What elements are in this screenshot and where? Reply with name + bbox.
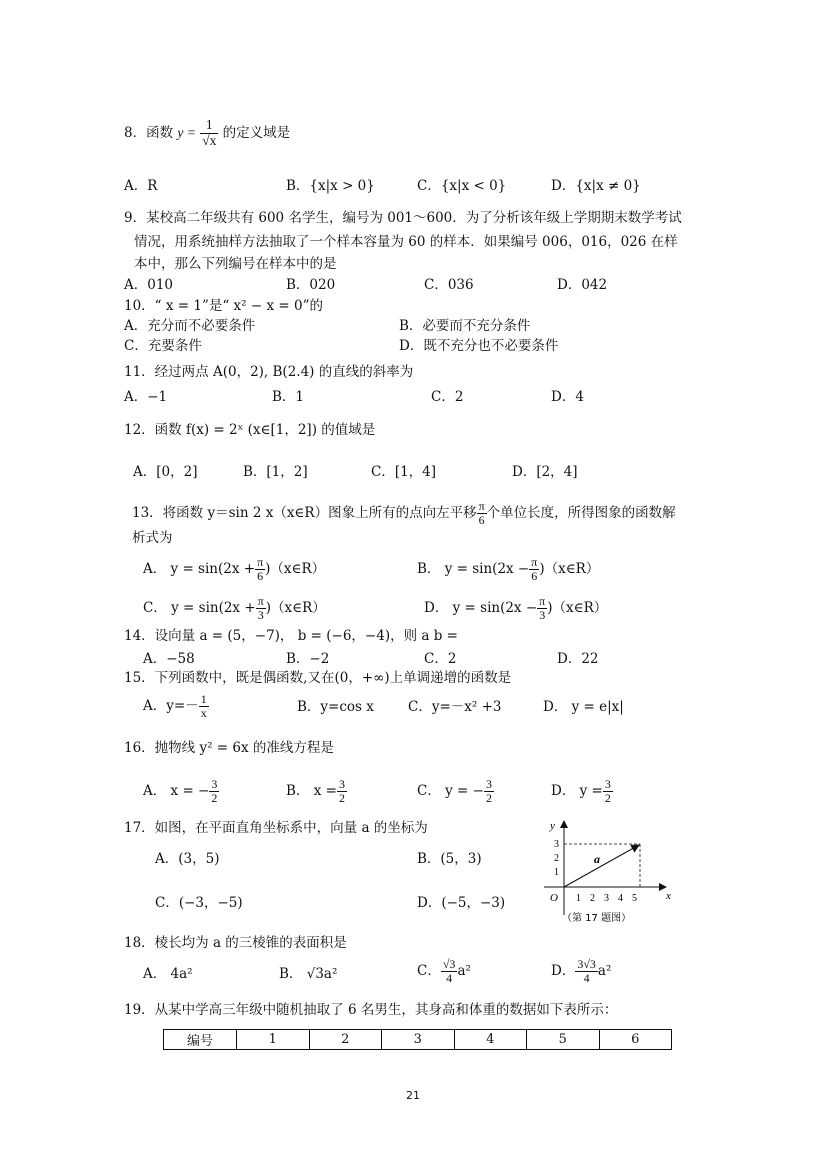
table-row <box>164 1030 672 1050</box>
q9-option-a[interactable]: A．010 <box>124 277 174 293</box>
q13-option-b[interactable]: B． y = sin(2x − $\frac{\pi}{6}$ )（x∈R） <box>417 555 600 584</box>
table-header-cell: 3 <box>382 1030 455 1050</box>
q12-option-d[interactable]: D．[2，4] <box>512 464 578 480</box>
q12-option-b[interactable]: B．[1，2] <box>243 464 308 480</box>
q11-option-a[interactable]: A．−1 <box>124 389 168 405</box>
q9-option-b[interactable]: B．020 <box>286 277 336 293</box>
x-tick: 3 <box>604 893 609 904</box>
x-tick: 2 <box>590 893 595 904</box>
vector-a <box>564 845 639 887</box>
x-tick: 1 <box>576 893 581 904</box>
x-ticks <box>576 893 637 904</box>
q16-option-a[interactable]: A． x = − $\frac{3}{2}$ <box>143 777 218 806</box>
y-tick: 3 <box>554 839 559 850</box>
q9-line-3: 本中，那么下列编号在样本中的是 <box>134 256 337 272</box>
q15-option-a[interactable]: A．y=－ $\frac{1}{x}$ <box>143 692 207 721</box>
q17-option-b[interactable]: B．(5，3) <box>417 851 482 867</box>
q13-option-d[interactable]: D． y = sin(2x − $\frac{\pi}{3}$ )（x∈R） <box>424 594 608 623</box>
q18-option-d[interactable]: D． $\frac{3√3}{4}$ a² <box>551 957 612 986</box>
q12-option-c[interactable]: C．[1，4] <box>371 464 437 480</box>
table-header-cell: 编号 <box>164 1030 237 1050</box>
x-axis-label: x <box>666 890 671 902</box>
q9-line-2: 情况，用系统抽样方法抽取了一个样本容量为 60 的样本．如果编号 006，016，026 在样 <box>134 234 678 250</box>
y-tick: 2 <box>554 853 559 864</box>
q13-stem: 13．将函数 y＝sin 2 x（x∈R）图象上所有的点向左平移 $\frac{\pi}{6}$ 个单位长度，所得图象的函数解 <box>132 499 676 528</box>
q14-stem: 14．设向量 a = (5，−7)， b = (−6，−4)，则 a b = <box>124 628 458 644</box>
q10-stem: 10．“ x = 1”是“ x² − x = 0”的 <box>124 298 323 314</box>
q16-stem: 16．抛物线 y² = 6x 的准线方程是 <box>124 740 334 756</box>
q8-stem: 8．函数 y = $\frac{1}{√x}$ 的定义域是 <box>124 117 291 148</box>
q9-option-d[interactable]: D．042 <box>557 277 608 293</box>
q12-option-a[interactable]: A．[0，2] <box>133 464 198 480</box>
q13-option-c[interactable]: C． y = sin(2x + $\frac{\pi}{3}$ )（x∈R） <box>143 594 326 623</box>
q10-option-b[interactable]: B．必要而不充分条件 <box>399 318 531 334</box>
q10-option-d[interactable]: D．既不充分也不必要条件 <box>399 338 559 354</box>
q11-option-d[interactable]: D．4 <box>551 389 584 405</box>
q14-option-d[interactable]: D．22 <box>557 651 599 667</box>
q11-option-c[interactable]: C．2 <box>431 389 464 405</box>
table-header-cell: 4 <box>454 1030 527 1050</box>
table-header-cell: 6 <box>599 1030 672 1050</box>
q13-stem-line-2: 析式为 <box>132 530 173 546</box>
q8-option-c[interactable]: C．{x|x < 0} <box>417 178 507 194</box>
table-header-cell: 1 <box>237 1030 310 1050</box>
page-number: 21 <box>406 1089 420 1102</box>
y-ticks <box>554 839 559 878</box>
q18-option-a[interactable]: A． 4a² <box>143 966 193 982</box>
q18-option-b[interactable]: B． √3a² <box>279 966 338 982</box>
origin-label: O <box>550 892 558 904</box>
q12-stem: 12．函数 f(x) = 2ˣ (x∈[1，2]) 的值域是 <box>124 422 376 438</box>
q15-option-d[interactable]: D． y = e|x| <box>543 699 624 715</box>
x-tick: 4 <box>618 893 623 904</box>
q14-option-c[interactable]: C．2 <box>424 651 457 667</box>
q19-data-table <box>163 1029 672 1050</box>
q18-option-c[interactable]: C． $\frac{√3}{4}$ a² <box>417 957 471 986</box>
q18-stem: 18．棱长均为 a 的三棱锥的表面积是 <box>124 935 347 951</box>
vector-label: a <box>594 852 600 866</box>
q16-option-c[interactable]: C． y = − $\frac{3}{2}$ <box>417 777 492 806</box>
figure-caption: （第 17 题图） <box>562 913 632 924</box>
q13-option-a[interactable]: A． y = sin(2x + $\frac{\pi}{6}$ )（x∈R） <box>143 555 326 584</box>
q10-option-a[interactable]: A．充分而不必要条件 <box>124 318 256 334</box>
q9-option-c[interactable]: C．036 <box>424 277 474 293</box>
q15-option-b[interactable]: B．y=cos x <box>297 699 374 715</box>
q17-stem: 17．如图，在平面直角坐标系中，向量 a 的坐标为 <box>124 820 428 836</box>
table-header-cell: 2 <box>309 1030 382 1050</box>
q11-option-b[interactable]: B．1 <box>272 389 305 405</box>
y-tick: 1 <box>554 867 559 878</box>
x-tick: 5 <box>632 893 637 904</box>
q16-option-d[interactable]: D． y = $\frac{3}{2}$ <box>551 777 611 806</box>
q17-option-d[interactable]: D．(−5，−3) <box>417 895 506 911</box>
q9-line-1: 9．某校高二年级共有 600 名学生，编号为 001～600．为了分析该年级上学期期末数学考试 <box>124 210 682 226</box>
q19-stem: 19．从某中学高三年级中随机抽取了 6 名男生，其身高和体重的数据如下表所示： <box>124 1002 618 1018</box>
q14-option-b[interactable]: B．−2 <box>286 651 330 667</box>
q8-fraction: $\frac{1}{√x}$ <box>202 117 217 148</box>
y-axis-label: y <box>550 820 555 832</box>
q15-option-c[interactable]: C．y=－x² +3 <box>408 699 502 715</box>
q17-option-c[interactable]: C．(−3，−5) <box>155 895 243 911</box>
q8-option-a[interactable]: A．R <box>124 178 158 194</box>
q10-option-c[interactable]: C．充要条件 <box>124 338 202 354</box>
q17-option-a[interactable]: A．(3，5) <box>155 851 220 867</box>
q8-option-d[interactable]: D．{x|x ≠ 0} <box>551 178 641 194</box>
table-header-cell: 5 <box>527 1030 600 1050</box>
q13-pi-over-6: $\frac{\pi}{6}$ <box>478 499 485 528</box>
q8-option-b[interactable]: B．{x|x > 0} <box>286 178 375 194</box>
q11-stem: 11．经过两点 A(0，2), B(2.4) 的直线的斜率为 <box>124 364 414 380</box>
q15-stem: 15．下列函数中，既是偶函数,又在(0，+∞)上单调递增的函数是 <box>124 670 512 686</box>
q17-figure <box>536 815 676 925</box>
q14-option-a[interactable]: A．−58 <box>143 651 195 667</box>
q16-option-b[interactable]: B． x = $\frac{3}{2}$ <box>286 777 345 806</box>
